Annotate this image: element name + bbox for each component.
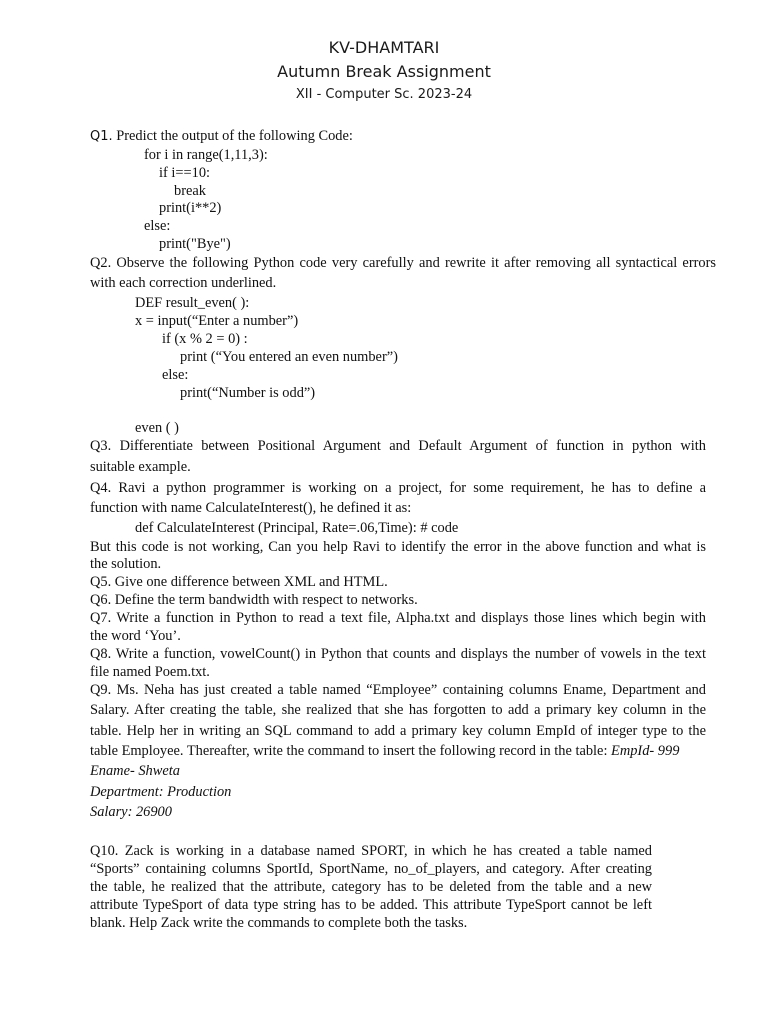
q1-code-line: else: — [144, 218, 171, 234]
question-10-line: Q10. Zack is working in a database named SPORT, in which he has created a table named — [90, 843, 652, 859]
q2-code-line: if (x % 2 = 0) : — [162, 331, 248, 347]
record-ename: Ename- Shweta — [90, 763, 180, 779]
question-5: Q5. Give one difference between XML and HTML. — [90, 574, 388, 590]
question-9-line: table. Help her in writing an SQL command to add a primary key column EmpId of integer type to the — [90, 723, 706, 739]
record-salary: Salary: 26900 — [90, 804, 172, 820]
q2-code-line: even ( ) — [135, 420, 179, 436]
record-empid: EmpId- 999 — [611, 743, 680, 759]
question-2-line: with each correction underlined. — [90, 275, 277, 291]
q2-code-line: print(“Number is odd”) — [180, 385, 316, 401]
question-2-line: Q2. Observe the following Python code very carefully and rewrite it after removing all syntactical errors — [90, 255, 716, 271]
question-1 — [90, 127, 353, 146]
q2-code-line: print (“You entered an even number”) — [180, 349, 398, 365]
question-4-line: Q4. Ravi a python programmer is working on a project, for some requirement, he has to define a — [90, 480, 706, 496]
q4-code-line: def CalculateInterest (Principal, Rate=.06,Time): # code — [135, 520, 459, 536]
question-10-line: blank. Help Zack write the commands to complete both the tasks. — [90, 915, 468, 931]
question-10-line: “Sports” containing columns SportId, SportName, no_of_players, and category. After creating — [90, 861, 652, 877]
question-4-line: the solution. — [90, 556, 162, 572]
assignment-title: Autumn Break Assignment — [277, 62, 491, 81]
record-department: Department: Production — [90, 784, 232, 800]
question-8-line: Q8. Write a function, vowelCount() in Python that counts and displays the number of vowels in the text — [90, 646, 706, 662]
class-subtitle: XII - Computer Sc. 2023-24 — [295, 87, 473, 102]
q2-code-line: x = input(“Enter a number”) — [135, 313, 299, 329]
question-6: Q6. Define the term bandwidth with respect to networks. — [90, 592, 418, 608]
q2-code-line: else: — [162, 367, 189, 383]
question-8-line: file named Poem.txt. — [90, 664, 210, 680]
question-10-line: attribute TypeSport of data type string has to be added. This attribute TypeSport cannot be left — [90, 897, 652, 913]
school-name: KV-DHAMTARI — [328, 38, 440, 57]
q1-code-line: if i==10: — [159, 165, 211, 181]
question-3-line: suitable example. — [90, 459, 191, 475]
q1-code-line: print(i**2) — [159, 200, 222, 216]
q1-code-line: print("Bye") — [159, 236, 231, 252]
question-1-number: Q1. — [90, 129, 113, 144]
question-9-line — [90, 742, 679, 760]
question-9-line-text: table Employee. Thereafter, write the command to insert the following record in the table: — [90, 743, 608, 759]
q1-code-line: break — [174, 183, 206, 199]
question-10-line: the table, he realized that the attribute, category has to be deleted from the table and a new — [90, 879, 652, 895]
q1-code-line: for i in range(1,11,3): — [144, 147, 268, 163]
question-1-text: Predict the output of the following Code: — [116, 128, 353, 144]
question-4-line: But this code is not working, Can you help Ravi to identify the error in the above function and what is — [90, 539, 706, 555]
question-4-line: function with name CalculateInterest(), he defined it as: — [90, 500, 412, 516]
q2-code-line: DEF result_even( ): — [135, 295, 250, 311]
question-9-line: Salary. After creating the table, she realized that she has forgotten to add a primary key column in the — [90, 702, 706, 718]
question-3-line: Q3. Differentiate between Positional Argument and Default Argument of function in python with — [90, 438, 706, 454]
question-9-line: Q9. Ms. Neha has just created a table named “Employee” containing columns Ename, Department and — [90, 682, 706, 698]
question-7-line: the word ‘You’. — [90, 628, 181, 644]
question-7-line: Q7. Write a function in Python to read a text file, Alpha.txt and displays those lines which begin with — [90, 610, 706, 626]
